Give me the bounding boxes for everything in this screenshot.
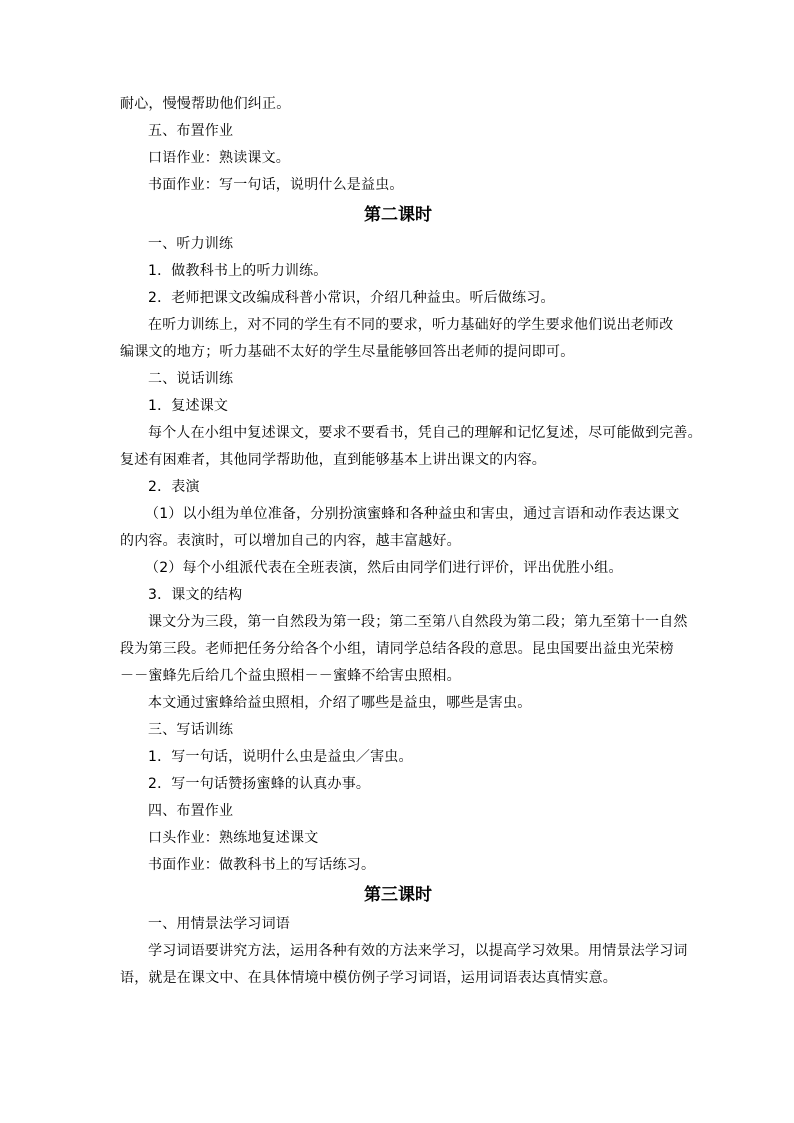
lesson-title: 第三课时	[364, 885, 432, 905]
paragraph-line: －－蜜蜂先后给几个益虫照相－－蜜蜂不给害虫照相。	[120, 668, 461, 684]
paragraph	[120, 938, 688, 992]
lesson-title: 第二课时	[364, 205, 432, 225]
paragraph-line: 复述有困难者，其他同学帮助他，直到能够基本上讲出课文的内容。	[120, 452, 546, 468]
section-heading: 二、说话训练	[148, 371, 234, 387]
homework-written: 书面作业：写一句话，说明什么是益虫。	[148, 177, 404, 193]
sub-item-line: （1）以小组为单位准备，分别扮演蜜蜂和各种益虫和害虫，通过言语和动作表达课文	[145, 506, 680, 522]
list-item: 3．课文的结构	[148, 587, 243, 603]
paragraph-continuation: 耐心，慢慢帮助他们纠正。	[120, 96, 291, 112]
list-item: 1．做教科书上的听力训练。	[148, 263, 328, 279]
paragraph-line: 语，就是在课文中、在具体情境中模仿例子学习词语，运用词语表达真情实意。	[120, 970, 617, 986]
summary-line: 本文通过蜜蜂给益虫照相，介绍了哪些是益虫，哪些是害虫。	[148, 695, 532, 711]
paragraph-line: 课文分为三段，第一自然段为第一段；第二至第八自然段为第二段；第九至第十一自然	[148, 614, 688, 630]
homework-oral: 口头作业：熟练地复述课文	[148, 830, 319, 846]
paragraph-line: 在听力训练上，对不同的学生有不同的要求，听力基础好的学生要求他们说出老师改	[148, 317, 674, 333]
list-item: 2．表演	[148, 479, 200, 495]
sub-item-line: （2）每个小组派代表在全班表演，然后由同学们进行评价，评出优胜小组。	[145, 560, 623, 576]
section-heading: 一、听力训练	[148, 236, 234, 252]
paragraph	[120, 420, 702, 474]
homework-oral: 口语作业：熟读课文。	[148, 150, 290, 166]
paragraph	[120, 609, 688, 690]
homework-written: 书面作业：做教科书上的写话练习。	[148, 857, 376, 873]
list-item: 2．老师把课文改编成科普小常识，介绍几种益虫。听后做练习。	[148, 290, 555, 306]
list-item: 1．写一句话，说明什么虫是益虫／害虫。	[148, 749, 413, 765]
paragraph-line: 编课文的地方；听力基础不太好的学生尽量能够回答出老师的提问即可。	[120, 344, 575, 360]
section-heading: 四、布置作业	[148, 803, 234, 819]
paragraph-line: 每个人在小组中复述课文，要求不要看书，凭自己的理解和记忆复述，尽可能做到完善。	[148, 425, 702, 441]
document-page	[120, 91, 702, 992]
paragraph	[120, 312, 676, 366]
section-heading: 一、用情景法学习词语	[148, 916, 290, 932]
section-heading: 五、布置作业	[148, 123, 234, 139]
section-heading: 三、写话训练	[148, 722, 234, 738]
list-item: 1．复述课文	[148, 398, 229, 414]
paragraph-line: 学习词语要讲究方法，运用各种有效的方法来学习，以提高学习效果。用情景法学习词	[148, 943, 688, 959]
sub-item-line: 的内容。表演时，可以增加自己的内容，越丰富越好。	[120, 533, 461, 549]
list-item: 2．写一句话赞扬蜜蜂的认真办事。	[148, 776, 371, 792]
paragraph-line: 段为第三段。老师把任务分给各个小组，请同学总结各段的意思。昆虫国要出益虫光荣榜	[120, 641, 674, 657]
